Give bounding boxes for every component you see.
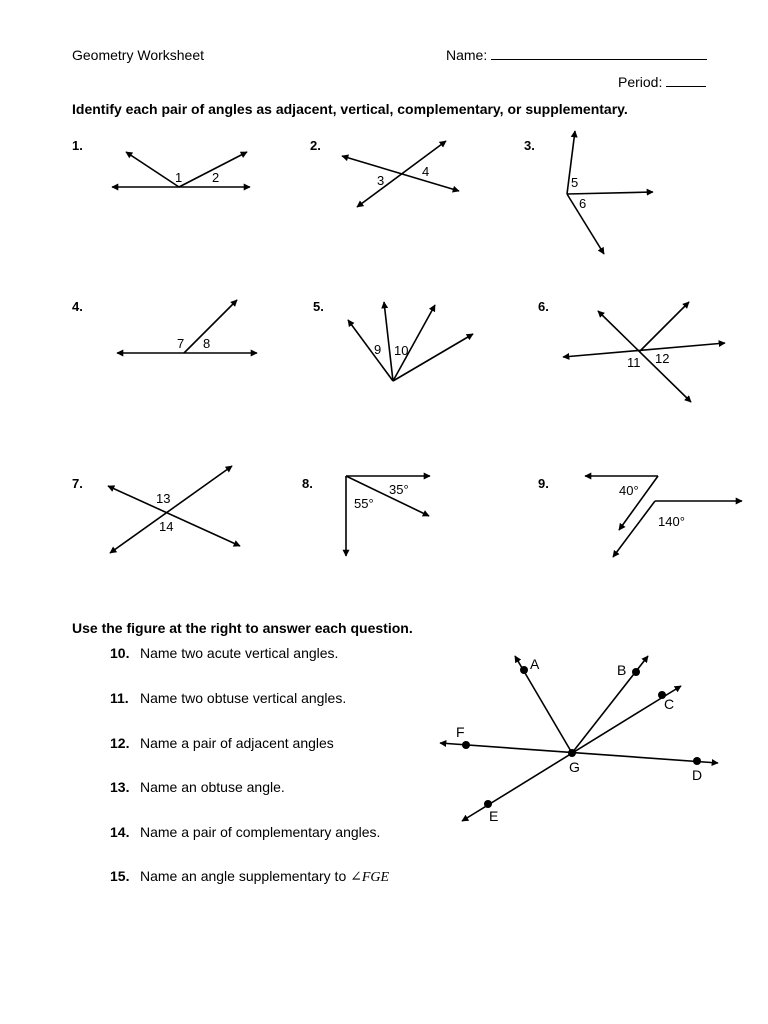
- question-14-text: Name a pair of complementary angles.: [140, 824, 381, 840]
- problem-8-number: 8.: [302, 476, 313, 491]
- p6-label-11: 11: [627, 355, 641, 370]
- p2-line-b: [357, 141, 446, 207]
- p8-label-35: 35°: [389, 482, 409, 497]
- fig-label-e: E: [489, 808, 499, 824]
- question-14-number: 14.: [110, 824, 130, 840]
- fig-label-c: C: [664, 696, 675, 712]
- p5-ray-1: [348, 320, 393, 381]
- p7-label-13: 13: [156, 491, 171, 506]
- question-13: [110, 779, 285, 795]
- fig-point-a-dot: [520, 666, 528, 674]
- p2-line-a: [342, 156, 459, 191]
- fig-point-e-dot: [484, 800, 492, 808]
- name-label: Name:: [446, 47, 488, 63]
- fig-point-b-dot: [632, 668, 640, 676]
- p6-label-12: 12: [655, 351, 670, 366]
- problem-2-number: 2.: [310, 138, 321, 153]
- question-11: [110, 690, 346, 706]
- p9-label-40: 40°: [619, 483, 639, 498]
- p5-ray-2: [384, 302, 393, 381]
- p2-label-3: 3: [377, 173, 385, 188]
- question-13-text: Name an obtuse angle.: [140, 779, 285, 795]
- fig-label-b: B: [617, 662, 627, 678]
- question-15: [110, 868, 389, 886]
- p3-ray-right: [567, 192, 653, 194]
- problem-9-number: 9.: [538, 476, 549, 491]
- question-11-text: Name two obtuse vertical angles.: [140, 690, 347, 706]
- question-13-number: 13.: [110, 779, 130, 795]
- question-15-text: Name an angle supplementary to: [140, 868, 347, 884]
- worksheet-title: Geometry Worksheet: [72, 47, 205, 63]
- p1-ray-left: [126, 152, 179, 187]
- fig-label-f: F: [456, 724, 465, 740]
- fig-point-g-dot: [568, 749, 576, 757]
- p7-label-14: 14: [159, 519, 174, 534]
- question-12-number: 12.: [110, 735, 130, 751]
- period-label: Period:: [618, 74, 663, 90]
- question-12-text: Name a pair of adjacent angles: [140, 735, 334, 751]
- p5-label-9: 9: [374, 342, 382, 357]
- problem-1-number: 1.: [72, 138, 83, 153]
- problem-3-number: 3.: [524, 138, 535, 153]
- question-11-number: 11.: [110, 690, 129, 706]
- fig-point-d-dot: [693, 757, 701, 765]
- fig-point-f-dot: [462, 741, 470, 749]
- p1-label-2: 2: [212, 170, 220, 185]
- p6-line-b: [598, 311, 691, 402]
- p7-line-a: [108, 486, 240, 546]
- p7-line-b: [110, 466, 232, 553]
- question-10: [110, 645, 338, 661]
- p6-ray: [639, 302, 689, 352]
- p1-label-1: 1: [175, 170, 183, 185]
- problem-6-number: 6.: [538, 299, 549, 314]
- p5-label-10: 10: [394, 343, 409, 358]
- instructions-figure: Use the figure at the right to answer each question.: [72, 620, 413, 636]
- problem-7-number: 7.: [72, 476, 83, 491]
- question-15-angle: ∠FGE: [350, 870, 390, 885]
- p2-label-4: 4: [422, 164, 430, 179]
- instructions-angle-pairs: Identify each pair of angles as adjacent, vertical, complementary, or supplementary.: [72, 101, 628, 117]
- fig-label-a: A: [530, 656, 540, 672]
- fig-label-d: D: [692, 767, 703, 783]
- problem-4-number: 4.: [72, 299, 83, 314]
- p9-label-140: 140°: [658, 514, 685, 529]
- fig-label-g: G: [569, 759, 580, 775]
- problem-5-number: 5.: [313, 299, 324, 314]
- p8-label-55: 55°: [354, 496, 374, 511]
- question-14: [110, 824, 380, 840]
- p4-ray: [184, 300, 237, 353]
- p4-label-7: 7: [177, 336, 185, 351]
- p3-label-6: 6: [579, 196, 587, 211]
- question-10-number: 10.: [110, 645, 130, 661]
- question-15-number: 15.: [110, 868, 130, 884]
- p4-label-8: 8: [203, 336, 211, 351]
- question-10-text: Name two acute vertical angles.: [140, 645, 339, 661]
- question-12: [110, 735, 334, 751]
- p3-label-5: 5: [571, 175, 579, 190]
